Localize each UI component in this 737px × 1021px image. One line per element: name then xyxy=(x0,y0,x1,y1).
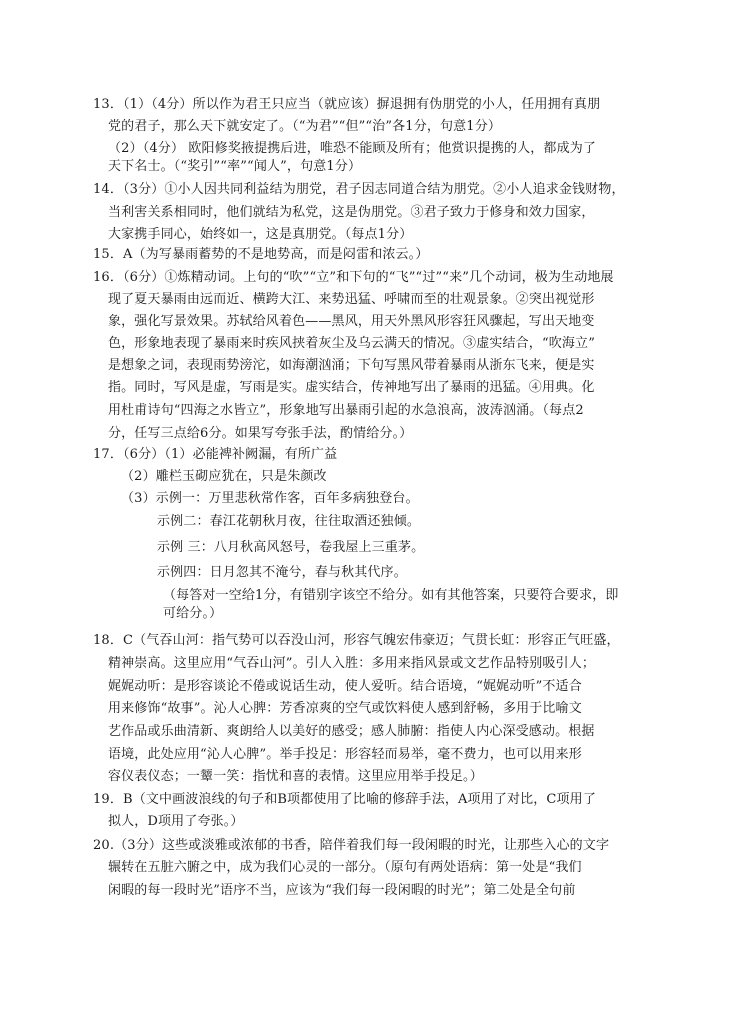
q20-line-1: 20.（3分）这些或淡雅或浓郁的书香，陪伴着我们每一段闲暇的时光，让那些入心的文字 xyxy=(93,838,610,853)
q18-line-6: 语境，此处应用“沁人心脾”。举手投足：形容轻而易举，毫不费力，也可以用来形 xyxy=(108,747,582,762)
q18-line-5: 艺作品或乐曲清新、爽朗给人以美好的感受；感人肺腑：指使人内心深受感动。根据 xyxy=(108,724,595,739)
q13-line-3: （2）（4分） 欧阳修奖掖提携后进，唯恐不能顾及所有；他赏识提携的人，都成为了 xyxy=(108,141,597,156)
q16-line-2: 现了夏天暴雨由远而近、横跨大江、来势迅猛、呼啸而至的壮观景象。②突出视觉形 xyxy=(108,292,595,307)
q18-line-4: 用来修饰“故事”。沁人心脾：芳香凉爽的空气或饮料使人感到舒畅，多用于比喻文 xyxy=(108,701,582,716)
q18-line-1: 18．C（气吞山河：指气势可以吞没山河，形容气魄宏伟豪迈；气贯长虹：形容正气旺盛， xyxy=(93,633,620,648)
q19-line-1: 19．B（文中画波浪线的句子和B项都使用了比喻的修辞手法，A项用了对比，C项用了 xyxy=(93,792,596,807)
q16-line-1: 16．（6分）①炼精动词。上句的“吹”“立”和下句的“飞”“过”“来”几个动词，极为生动地展 xyxy=(93,270,614,285)
q16-line-5: 是想象之词，表现雨势滂沱，如海潮汹涌；下句写黑风带着暴雨从浙东飞来，便是实 xyxy=(108,358,595,373)
q13-line-4: 天下名士。（“奖引”“率”“闻人”，句意1分） xyxy=(108,159,362,174)
q17-line-8: 可给分。） xyxy=(163,606,223,621)
q19-line-2: 拟人，D项用了夸张。） xyxy=(108,814,244,829)
q18-line-3: 娓娓动听：是形容谈论不倦或说话生动，使人爱听。结合语境，“娓娓动听”不适合 xyxy=(108,679,582,694)
q14-line-2: 当利害关系相同时，他们就结为私党，这是伪朋党。③君子致力于修身和效力国家， xyxy=(108,205,595,220)
q14-line-1: 14．（3分）①小人因共同利益结为朋党，君子因志同道合结为朋党。②小人追求金钱财物， xyxy=(93,182,625,197)
q16-line-6: 指。同时，写风是虚，写雨是实。虚实结合，传神地写出了暴雨的迅猛。④用典。化 xyxy=(108,380,595,395)
q13-line-1: 13．（1）（4分）所以作为君王只应当（就应该）摒退拥有伪朋党的小人，任用拥有真朋 xyxy=(93,97,601,112)
q18-line-7: 容仪表仪态；一颦一笑：指忧和喜的表情。这里应用举手投足。） xyxy=(108,769,483,784)
q20-line-2: 辗转在五脏六腑之中，成为我们心灵的一部分。（原句有两处语病：第一处是“我们 xyxy=(108,860,582,875)
q16-line-3: 象，强化写景效果。苏轼给风着色——黑风，用天外黑风形容狂风骤起，写出天地变 xyxy=(108,314,595,329)
q15-line-1: 15．A（为写暴雨蓄势的不是地势高，而是闷雷和浓云。） xyxy=(93,247,429,262)
q18-line-2: 精神崇高。这里应用“气吞山河”。引人入胜：多用来指风景或文艺作品特别吸引人； xyxy=(108,656,595,671)
q14-line-3: 大家携手同心，始终如一，这是真朋党。（每点1分） xyxy=(108,227,413,242)
q16-line-7: 用杜甫诗句“四海之水皆立”，形象地写出暴雨引起的水急浪高，波涛汹涌。（每点2 xyxy=(108,403,584,418)
q17-line-6: 示例四：日月忽其不淹兮，春与秋其代序。 xyxy=(157,565,407,580)
q17-line-5: 示例 三：八月秋高风怒号，卷我屋上三重茅。 xyxy=(157,540,425,555)
q17-line-2: （2）雕栏玉砌应犹在，只是朱颜改 xyxy=(121,469,327,484)
q13-line-2: 党的君子，那么天下就安定了。（“为君”“但”“治”各1分，句意1分） xyxy=(108,119,502,134)
q17-line-1: 17．（6分）（1）必能裨补阙漏，有所广益 xyxy=(93,447,338,462)
q20-line-3: 闲暇的每一段时光”语序不当，应该为“我们每一段闲暇的时光”；第二处是全句前 xyxy=(108,883,576,898)
q17-line-3: （3）示例一：万里悲秋常作客，百年多病独登台。 xyxy=(121,491,419,506)
q17-line-4: 示例二：春江花朝秋月夜，往往取酒还独倾。 xyxy=(157,514,421,529)
q16-line-8: 分，任写三点给6分。如果写夸张手法，酌情给分。） xyxy=(108,426,413,441)
q17-line-7: （每答对一空给1分，有错别字该空不给分。如有其他答案，只要符合要求，即 xyxy=(163,588,619,603)
q16-line-4: 色，形象地表现了暴雨来时疾风挟着灰尘及乌云满天的情况。③虚实结合，“吹海立” xyxy=(108,336,595,351)
